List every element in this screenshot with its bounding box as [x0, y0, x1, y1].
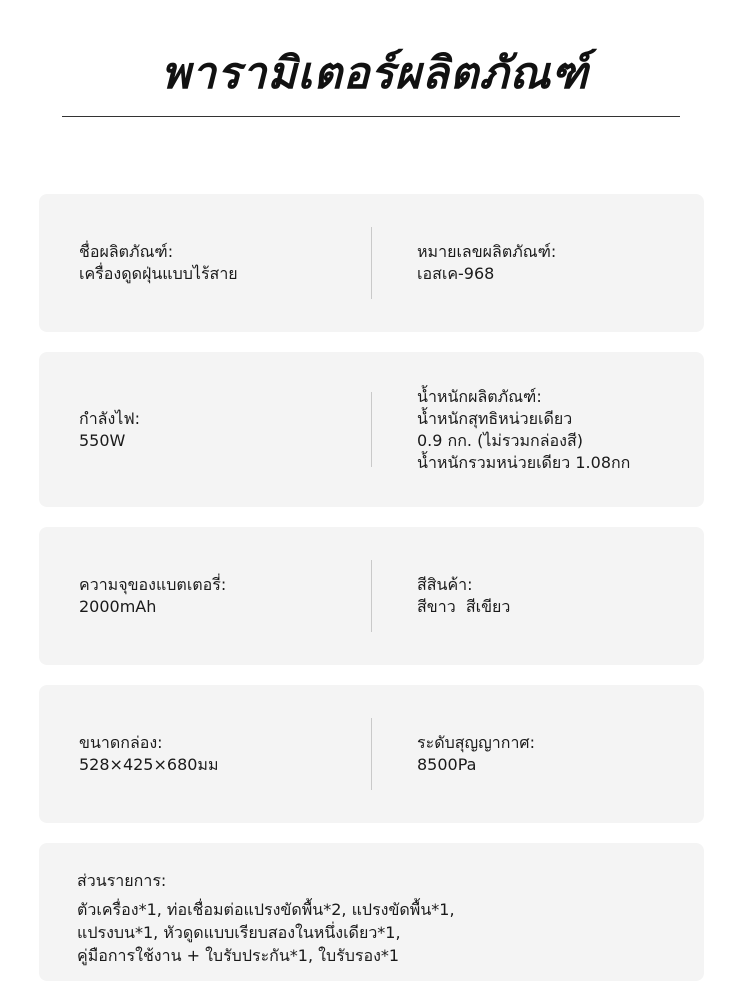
- spec-card-battery: [39, 527, 704, 665]
- spec-label: สีสินค้า:: [417, 575, 473, 594]
- card-divider: [371, 560, 372, 632]
- spec-value: 2000mAh: [79, 597, 157, 616]
- spec-value: เอสเค-968: [417, 264, 495, 283]
- spec-value: 8500Pa: [417, 755, 477, 774]
- spec-product-number: [417, 194, 697, 332]
- spec-value: 528×425×680มม: [79, 755, 219, 774]
- card-divider: [371, 227, 372, 299]
- page-title: พารามิเตอร์ผลิตภัณฑ์: [161, 48, 589, 99]
- spec-weight: [417, 352, 697, 507]
- spec-vacuum: [417, 685, 697, 823]
- spec-label: ขนาดกล่อง:: [79, 733, 163, 752]
- spec-power: [79, 352, 369, 507]
- parts-line: แปรงบน*1, หัวดูดแบบเรียบสองในหนึ่งเดียว*1,: [77, 923, 401, 942]
- card-divider: [371, 718, 372, 790]
- spec-value-line: น้ำหนักรวมหน่วยเดียว 1.08กก: [417, 452, 631, 472]
- card-divider: [371, 392, 372, 467]
- parts-card: [39, 843, 704, 981]
- spec-value: เครื่องดูดฝุ่นแบบไร้สาย: [79, 264, 238, 283]
- spec-value-line: น้ำหนักสุทธิหน่วยเดียว: [417, 408, 573, 428]
- parts-line: ตัวเครื่อง*1, ท่อเชื่อมต่อแปรงขัดพื้น*2, แปรงขัดพื้น*1,: [77, 900, 455, 919]
- spec-value: 550W: [79, 430, 126, 450]
- spec-value-line: 0.9 กก. (ไม่รวมกล่องสี): [417, 430, 583, 450]
- spec-card-power: [39, 352, 704, 507]
- spec-label: ชื่อผลิตภัณฑ์:: [79, 242, 174, 261]
- parts-list: [77, 869, 684, 967]
- spec-label: กำลังไฟ:: [79, 408, 141, 428]
- spec-label: หมายเลขผลิตภัณฑ์:: [417, 242, 557, 261]
- spec-value: สีขาว สีเขียว: [417, 597, 511, 616]
- spec-battery: [79, 527, 369, 665]
- spec-label: ความจุของแบตเตอรี่:: [79, 575, 227, 594]
- spec-box-size: [79, 685, 369, 823]
- title-underline: [62, 116, 680, 117]
- spec-label: น้ำหนักผลิตภัณฑ์:: [417, 386, 542, 406]
- spec-card-box: [39, 685, 704, 823]
- parts-label: ส่วนรายการ:: [77, 871, 167, 890]
- parts-line: คู่มือการใช้งาน + ใบรับประกัน*1, ใบรับรอง*1: [77, 946, 400, 965]
- spec-color: [417, 527, 697, 665]
- spec-product-name: [79, 194, 369, 332]
- spec-card-name: [39, 194, 704, 332]
- spec-label: ระดับสุญญากาศ:: [417, 733, 535, 752]
